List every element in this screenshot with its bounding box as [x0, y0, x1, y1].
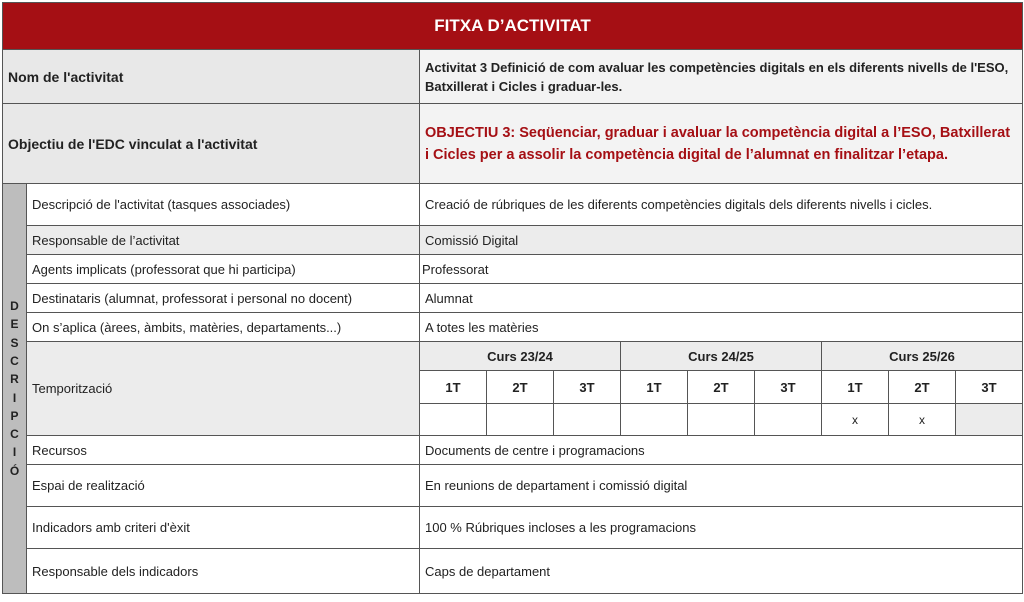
timing-label: Temporització: [27, 342, 420, 436]
term-header: 3T: [554, 371, 621, 404]
activity-table: [2, 2, 1023, 594]
term-mark: [956, 404, 1023, 436]
term-header: 2T: [487, 371, 554, 404]
term-header: 1T: [822, 371, 889, 404]
activity-name-label: Nom de l'activitat: [3, 50, 420, 104]
term-mark: x: [822, 404, 889, 436]
objective-label: Objectiu de l'EDC vinculat a l'activitat: [3, 104, 420, 184]
description-side-label: [3, 184, 27, 594]
side-letter: I: [12, 445, 17, 460]
term-header: 2T: [889, 371, 956, 404]
description-value: Creació de rúbriques de les diferents competències digitals dels diferents nivells i cicles.: [420, 184, 1023, 226]
agents-label: Agents implicats (professorat que hi participa): [27, 255, 420, 284]
agents-value: Professorat: [420, 255, 1023, 284]
side-letter: C: [10, 427, 19, 442]
course-header: Curs 24/25: [621, 342, 822, 371]
term-header: 1T: [420, 371, 487, 404]
term-mark: [621, 404, 688, 436]
term-header: 3T: [956, 371, 1023, 404]
side-letter: D: [10, 299, 19, 314]
term-mark: [554, 404, 621, 436]
side-letter: I: [12, 390, 17, 405]
term-mark: [487, 404, 554, 436]
responsible-label: Responsable de l’activitat: [27, 226, 420, 255]
responsible-value: Comissió Digital: [420, 226, 1023, 255]
space-label: Espai de realització: [27, 465, 420, 507]
indicators-value: 100 % Rúbriques incloses a les programacions: [420, 507, 1023, 549]
recipients-label: Destinataris (alumnat, professorat i personal no docent): [27, 284, 420, 313]
course-header: Curs 25/26: [822, 342, 1023, 371]
term-mark: [755, 404, 822, 436]
description-label: Descripció de l'activitat (tasques associades): [27, 184, 420, 226]
term-header: 1T: [621, 371, 688, 404]
course-header: Curs 23/24: [420, 342, 621, 371]
side-letter: E: [10, 317, 19, 332]
term-header: 2T: [688, 371, 755, 404]
applies-value: A totes les matèries: [420, 313, 1023, 342]
resources-label: Recursos: [27, 436, 420, 465]
side-letter: S: [10, 335, 19, 350]
indicators-label: Indicadors amb criteri d'èxit: [27, 507, 420, 549]
side-letter: R: [10, 372, 19, 387]
space-value: En reunions de departament i comissió digital: [420, 465, 1023, 507]
term-header: 3T: [755, 371, 822, 404]
applies-label: On s’aplica (àrees, àmbits, matèries, departaments...): [27, 313, 420, 342]
indicators-responsible-label: Responsable dels indicadors: [27, 549, 420, 594]
side-letter: Ó: [9, 463, 20, 478]
activity-name-value: Activitat 3 Definició de com avaluar les competències digitals en els diferents nivells de l'ESO, Batxillerat i Cicles i graduar-les.: [420, 50, 1023, 104]
indicators-responsible-value: Caps de departament: [420, 549, 1023, 594]
side-letter: C: [10, 353, 19, 368]
sheet-title: FITXA D’ACTIVITAT: [3, 3, 1023, 50]
term-mark: x: [889, 404, 956, 436]
term-mark: [420, 404, 487, 436]
term-mark: [688, 404, 755, 436]
objective-value: OBJECTIU 3: Seqüenciar, graduar i avaluar la competència digital a l’ESO, Batxillerat i Cicles per a assolir la competència digital de l’alumnat en finalitzar l’etapa.: [420, 104, 1023, 184]
recipients-value: Alumnat: [420, 284, 1023, 313]
side-letter: P: [10, 408, 19, 423]
activity-sheet: [2, 2, 1022, 599]
resources-value: Documents de centre i programacions: [420, 436, 1023, 465]
